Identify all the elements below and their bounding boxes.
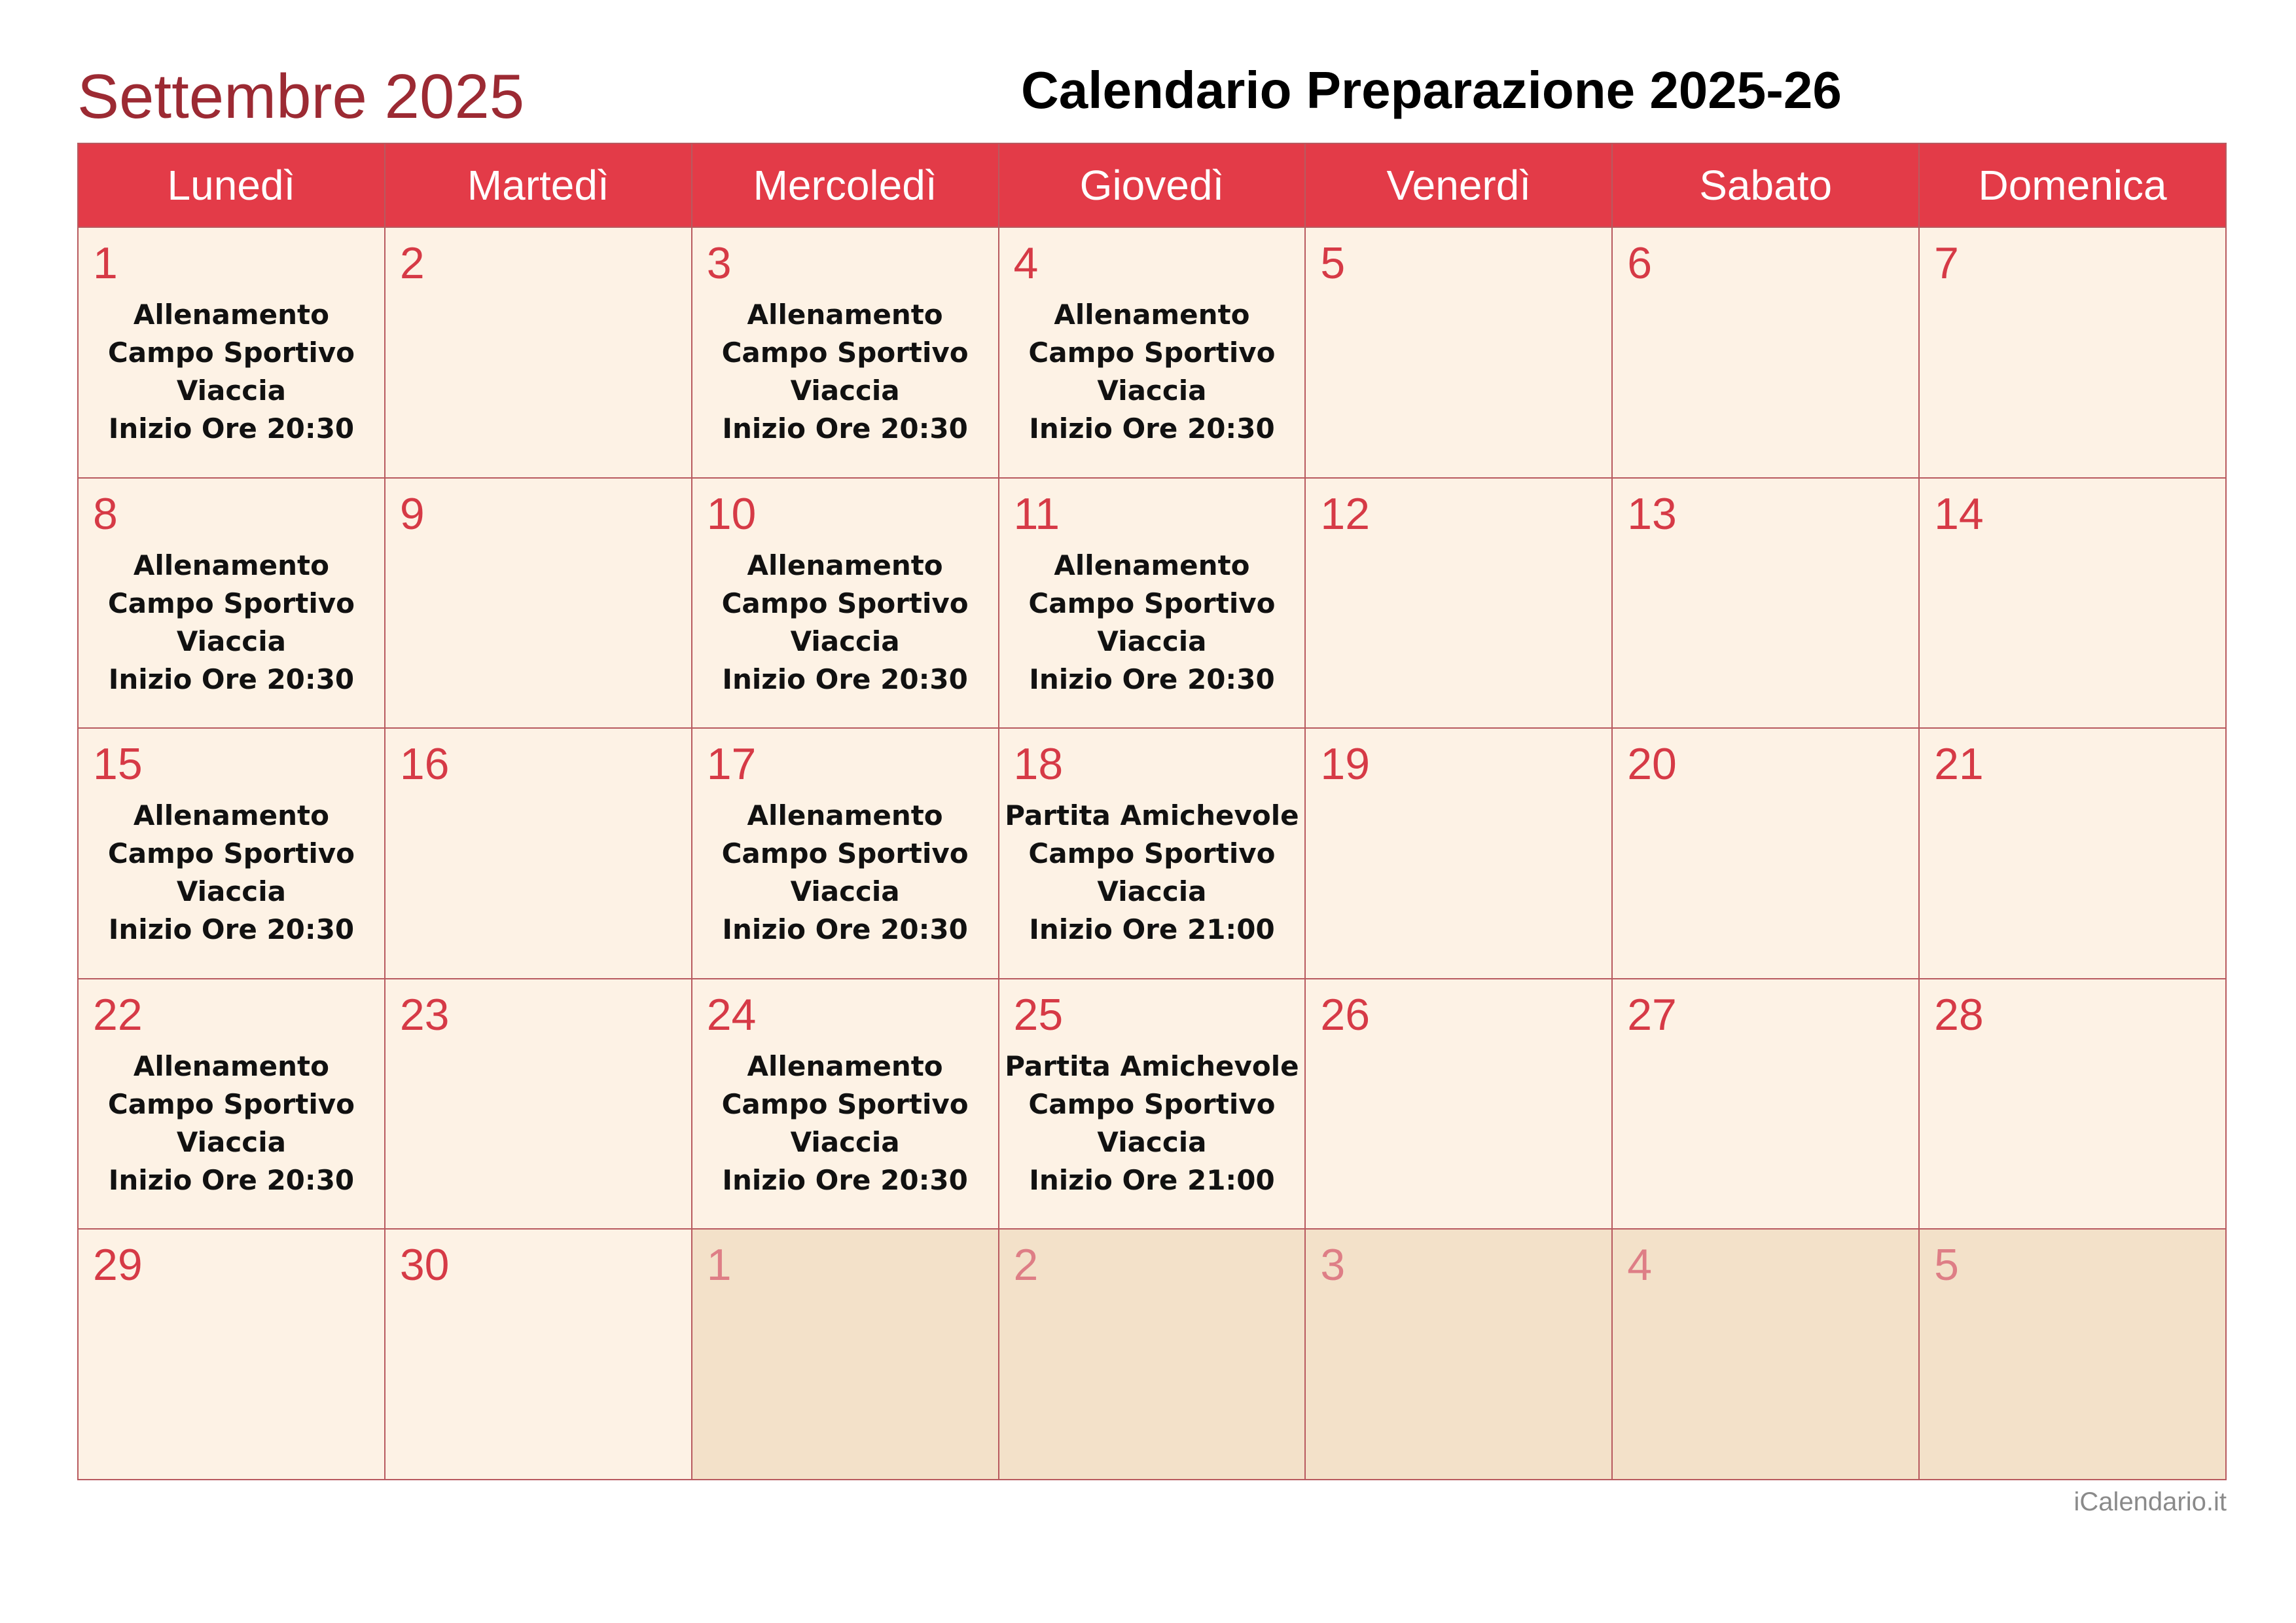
day-cell: [1305, 1229, 1612, 1480]
event-note: [79, 547, 384, 699]
day-number: 5: [1320, 238, 1346, 288]
event-line: Campo Sportivo: [1028, 337, 1276, 369]
event-note: [999, 547, 1305, 699]
day-number: 1: [706, 1240, 732, 1290]
weekday-header: Sabato: [1612, 143, 1919, 227]
month-title: Settembre 2025: [77, 62, 525, 132]
day-cell: [999, 728, 1306, 979]
page-title: Calendario Preparazione 2025-26: [1021, 61, 1842, 119]
day-cell: [78, 979, 385, 1230]
day-number: 2: [1013, 1240, 1039, 1290]
day-cell: [385, 1229, 692, 1480]
day-number: 15: [93, 739, 143, 790]
event-line: Campo Sportivo: [107, 1087, 355, 1120]
calendar-grid: [77, 143, 2227, 1480]
day-cell: [999, 227, 1306, 478]
day-number: 19: [1320, 739, 1371, 790]
day-number: 20: [1627, 739, 1677, 790]
day-number: 17: [706, 739, 757, 790]
event-line: Allenamento: [747, 299, 943, 331]
day-cell: [385, 227, 692, 478]
day-number: 3: [706, 238, 732, 288]
event-line: Allenamento: [1054, 549, 1250, 581]
event-note: [79, 1048, 384, 1199]
event-note: [999, 797, 1305, 949]
day-number: 5: [1934, 1240, 1959, 1290]
event-line: Viaccia: [1097, 374, 1207, 407]
event-line: Partita Amichevole: [1005, 799, 1299, 832]
day-cell: [1305, 979, 1612, 1230]
event-line: Inizio Ore 20:30: [1029, 412, 1275, 445]
event-line: Viaccia: [790, 1125, 900, 1158]
weekday-header-row: [78, 143, 2226, 227]
day-number: 22: [93, 989, 143, 1040]
day-number: 6: [1627, 238, 1653, 288]
day-cell: [999, 478, 1306, 729]
day-cell: [1919, 979, 2226, 1230]
day-cell: [999, 979, 1306, 1230]
day-number: 4: [1627, 1240, 1653, 1290]
event-line: Viaccia: [1097, 1125, 1207, 1158]
event-line: Campo Sportivo: [721, 1087, 969, 1120]
day-cell: [1919, 478, 2226, 729]
event-line: Campo Sportivo: [721, 587, 969, 619]
event-line: Inizio Ore 20:30: [108, 913, 355, 946]
day-cell: [385, 728, 692, 979]
day-number: 3: [1320, 1240, 1346, 1290]
week-row: [78, 979, 2226, 1230]
event-note: [79, 797, 384, 949]
event-line: Inizio Ore 20:30: [722, 663, 968, 695]
event-line: Campo Sportivo: [107, 837, 355, 870]
event-line: Campo Sportivo: [107, 337, 355, 369]
event-line: Viaccia: [176, 625, 286, 657]
day-cell: [385, 979, 692, 1230]
weekday-header: Mercoledì: [692, 143, 999, 227]
event-line: Allenamento: [133, 1049, 329, 1082]
event-line: Inizio Ore 20:30: [108, 412, 355, 445]
event-note: [999, 296, 1305, 448]
event-line: Inizio Ore 20:30: [722, 1163, 968, 1196]
event-line: Viaccia: [790, 625, 900, 657]
event-line: Viaccia: [1097, 875, 1207, 908]
day-cell: [692, 1229, 999, 1480]
weekday-header: Domenica: [1919, 143, 2226, 227]
footer-credit: iCalendario.it: [2073, 1487, 2227, 1516]
day-cell: [692, 227, 999, 478]
event-line: Campo Sportivo: [721, 337, 969, 369]
day-cell: [1919, 728, 2226, 979]
day-number: 28: [1934, 989, 1984, 1040]
event-line: Partita Amichevole: [1005, 1049, 1299, 1082]
day-number: 16: [399, 739, 450, 790]
event-line: Viaccia: [790, 374, 900, 407]
day-number: 2: [399, 238, 425, 288]
event-note: [692, 547, 998, 699]
day-cell: [1612, 227, 1919, 478]
event-line: Viaccia: [176, 875, 286, 908]
day-cell: [78, 728, 385, 979]
day-number: 14: [1934, 488, 1984, 539]
day-cell: [692, 478, 999, 729]
day-number: 4: [1013, 238, 1039, 288]
day-number: 12: [1320, 488, 1371, 539]
event-note: [692, 1048, 998, 1199]
day-cell: [692, 728, 999, 979]
event-line: Inizio Ore 20:30: [108, 1163, 355, 1196]
day-cell: [78, 1229, 385, 1480]
event-line: Campo Sportivo: [1028, 837, 1276, 870]
event-line: Campo Sportivo: [107, 587, 355, 619]
day-number: 30: [399, 1240, 450, 1290]
event-line: Inizio Ore 20:30: [1029, 663, 1275, 695]
event-line: Viaccia: [176, 1125, 286, 1158]
week-row: [78, 478, 2226, 729]
event-line: Allenamento: [747, 549, 943, 581]
event-line: Allenamento: [747, 799, 943, 832]
day-cell: [692, 979, 999, 1230]
event-line: Allenamento: [133, 549, 329, 581]
day-number: 21: [1934, 739, 1984, 790]
day-number: 10: [706, 488, 757, 539]
event-note: [999, 1048, 1305, 1199]
week-row: [78, 728, 2226, 979]
day-cell: [999, 1229, 1306, 1480]
day-cell: [1919, 1229, 2226, 1480]
day-number: 8: [93, 488, 118, 539]
event-line: Inizio Ore 21:00: [1029, 913, 1275, 946]
weekday-header: Venerdì: [1305, 143, 1612, 227]
event-line: Viaccia: [1097, 625, 1207, 657]
event-line: Allenamento: [133, 299, 329, 331]
day-cell: [1305, 227, 1612, 478]
day-number: 13: [1627, 488, 1677, 539]
week-row: [78, 1229, 2226, 1480]
event-line: Inizio Ore 20:30: [108, 663, 355, 695]
event-line: Inizio Ore 20:30: [722, 412, 968, 445]
event-line: Viaccia: [176, 374, 286, 407]
event-note: [692, 797, 998, 949]
day-cell: [1612, 1229, 1919, 1480]
weekday-header: Lunedì: [78, 143, 385, 227]
day-cell: [1612, 478, 1919, 729]
day-cell: [78, 227, 385, 478]
weekday-header: Giovedì: [999, 143, 1306, 227]
day-number: 9: [399, 488, 425, 539]
day-cell: [78, 478, 385, 729]
week-row: [78, 227, 2226, 478]
day-number: 23: [399, 989, 450, 1040]
event-line: Inizio Ore 20:30: [722, 913, 968, 946]
day-cell: [1612, 979, 1919, 1230]
event-line: Allenamento: [1054, 299, 1250, 331]
day-number: 1: [93, 238, 118, 288]
day-number: 11: [1013, 488, 1060, 539]
day-number: 27: [1627, 989, 1677, 1040]
event-note: [692, 296, 998, 448]
event-line: Inizio Ore 21:00: [1029, 1163, 1275, 1196]
day-number: 18: [1013, 739, 1064, 790]
day-number: 7: [1934, 238, 1959, 288]
weekday-header: Martedì: [385, 143, 692, 227]
day-cell: [1305, 728, 1612, 979]
day-cell: [1305, 478, 1612, 729]
day-number: 25: [1013, 989, 1064, 1040]
day-number: 26: [1320, 989, 1371, 1040]
event-line: Campo Sportivo: [721, 837, 969, 870]
event-note: [79, 296, 384, 448]
day-number: 24: [706, 989, 757, 1040]
event-line: Campo Sportivo: [1028, 1087, 1276, 1120]
event-line: Allenamento: [133, 799, 329, 832]
day-number: 29: [93, 1240, 143, 1290]
day-cell: [385, 478, 692, 729]
event-line: Campo Sportivo: [1028, 587, 1276, 619]
event-line: Allenamento: [747, 1049, 943, 1082]
event-line: Viaccia: [790, 875, 900, 908]
day-cell: [1919, 227, 2226, 478]
day-cell: [1612, 728, 1919, 979]
